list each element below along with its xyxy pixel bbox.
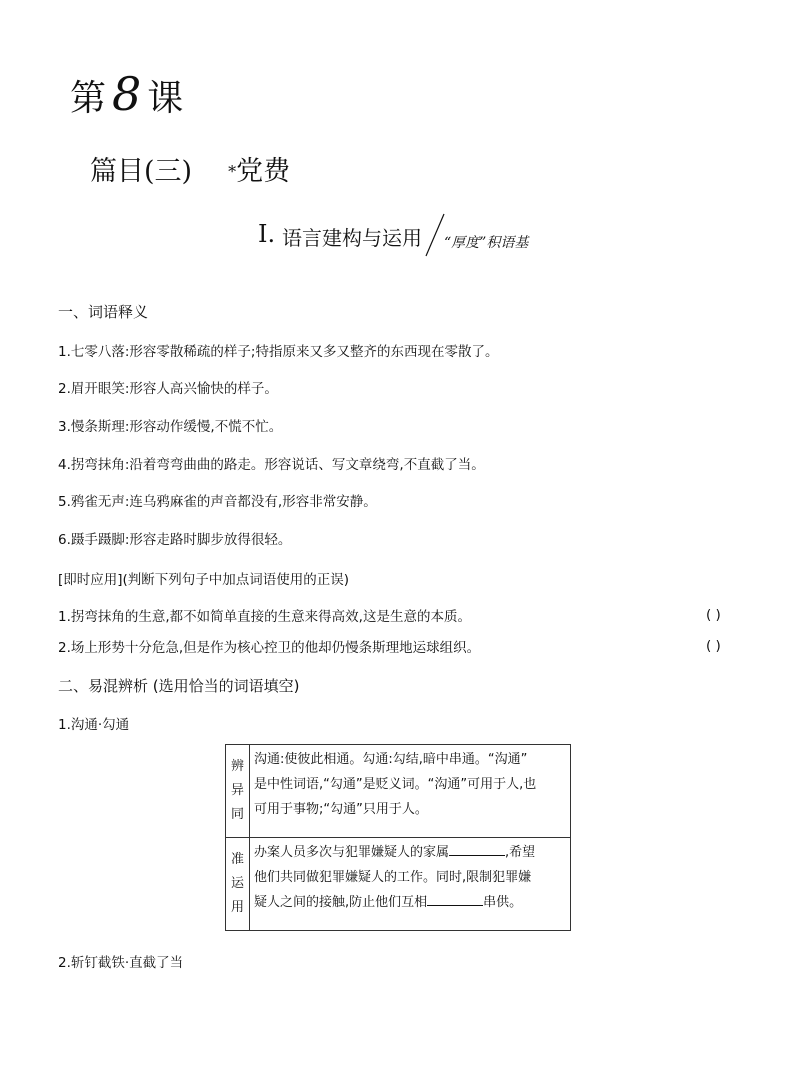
comparison-table	[225, 744, 571, 931]
answer-bracket[interactable]: ( )	[706, 638, 721, 654]
lesson-prefix: 第	[70, 78, 107, 119]
definition-item: 4.拐弯抹角:沿着弯弯曲曲的路走。形容说话、写文章绕弯,不直截了当。	[58, 457, 485, 473]
practice-item: 2.场上形势十分危急,但是作为核心控卫的他却仍慢条斯理地运球组织。	[58, 640, 481, 656]
article-subtitle	[90, 152, 290, 192]
definition-item: 2.眉开眼笑:形容人高兴愉快的样子。	[58, 381, 278, 397]
subtitle-main: 篇目(三)	[90, 156, 193, 187]
table-row-apply	[226, 838, 571, 931]
label-distinguish: 辨 异 同	[226, 745, 250, 838]
confusable-pair-2: 2.斩钉截铁·直截了当	[58, 955, 184, 971]
practice-item: 1.拐弯抹角的生意,都不如简单直接的生意来得高效,这是生意的本质。	[58, 609, 471, 625]
definition-item: 5.鸦雀无声:连乌鸦麻雀的声音都没有,形容非常安静。	[58, 494, 377, 510]
definition-item: 6.蹑手蹑脚:形容走路时脚步放得很轻。	[58, 532, 292, 548]
banner-roman: Ⅰ.	[258, 220, 276, 248]
distinguish-content: 沟通:使彼此相通。勾通:勾结,暗中串通。“沟通” 是中性词语,“勾通”是贬义词。“沟通”可用于人,也 可用于事物;“勾通”只用于人。	[250, 745, 571, 838]
table-row-distinguish	[226, 745, 571, 838]
definition-item: 3.慢条斯理:形容动作缓慢,不慌不忙。	[58, 419, 283, 435]
practice-heading: [即时应用](判断下列句子中加点词语使用的正误)	[58, 572, 350, 588]
banner-title: 语言建构与运用	[282, 226, 422, 250]
subtitle-tail: 党费	[236, 156, 291, 187]
label-apply: 准 运 用	[226, 838, 250, 931]
lesson-title	[70, 67, 184, 123]
apply-content: 办案人员多次与犯罪嫌疑人的家属 ,希望 他们共同做犯罪嫌疑人的工作。同时,限制犯罪嫌 疑人之间的接触,防止他们互相 串供。	[250, 838, 571, 931]
slash-divider	[424, 212, 446, 258]
section1-heading: 一、词语释义	[58, 303, 149, 321]
section2-heading: 二、易混辨析 (选用恰当的词语填空)	[58, 677, 300, 695]
subtitle-star: *	[228, 162, 237, 181]
fill-blank[interactable]	[427, 891, 483, 906]
answer-bracket[interactable]: ( )	[706, 607, 721, 623]
definition-item: 1.七零八落:形容零散稀疏的样子;特指原来又多又整齐的东西现在零散了。	[58, 344, 499, 360]
confusable-pair-1: 1.沟通·勾通	[58, 717, 130, 733]
lesson-suffix: 课	[147, 78, 184, 119]
banner-slogan: “厚度”积语基	[444, 235, 529, 251]
fill-blank[interactable]	[449, 841, 505, 856]
lesson-number: 8	[112, 67, 142, 121]
